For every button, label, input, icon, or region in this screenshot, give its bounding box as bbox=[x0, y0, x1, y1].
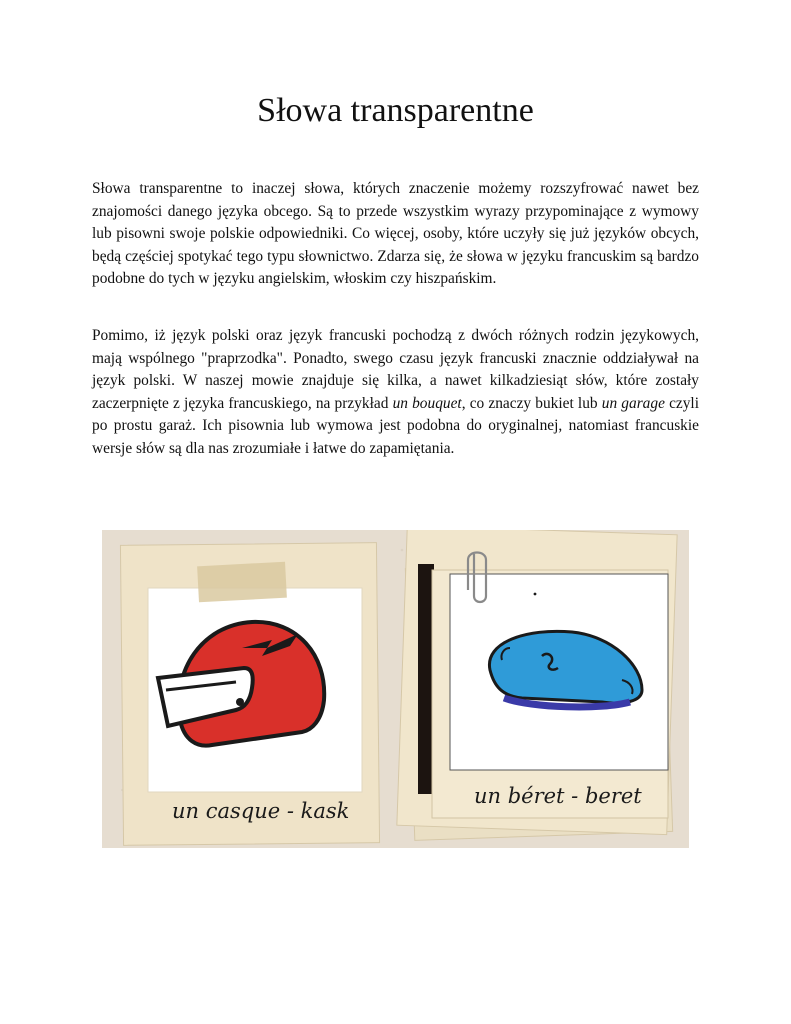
tape bbox=[197, 562, 287, 603]
example-word-bouquet: un bouquet bbox=[392, 394, 462, 412]
paragraph-1: Słowa transparentne to inaczej słowa, których znaczenie możemy rozszyfrować nawet bez znajomości danego języka obcego. Są to przede wszystkim wyrazy przypominające z wymowy lub pisowni swoje polskie odpowiedniki. Co więcej, osoby, które uczyły się już języków obcych, będą częściej spotykać tego typu słownictwo. Zdarza się, że słowa w języku francuskim są bardzo podobne do tych w języku angielskim, włoskim czy hiszpańskim. bbox=[92, 180, 699, 287]
example-word-garage: un garage bbox=[601, 394, 665, 412]
right-photo bbox=[397, 530, 677, 840]
paragraph-2 bbox=[92, 325, 699, 460]
paragraph-2-text-b: , co znaczy bukiet lub bbox=[461, 394, 602, 412]
paragraph-2-text-a: Pomimo, iż język polski oraz język francuski pochodzą z dwóch różnych rodzin językowych, mają wspólnego "praprzodka". Ponadto, swego czasu język francuski znacznie oddziaływał na język polski. W naszej mowie znajduje się kilka, a nawet kilkadziesiąt słów, które zostały zaczerpnięte z języka francuskiego, na przykład bbox=[92, 327, 699, 412]
left-photo bbox=[120, 543, 379, 846]
paragraph-2-text-c: czyli po prostu garaż. Ich pisownia lub wymowa jest podobna do oryginalnej, natomiast francuskie wersje słów są dla nas zrozumiałe i łatwe do zapamiętania. bbox=[92, 394, 699, 457]
left-caption: un casque - kask bbox=[172, 799, 350, 823]
illustration-svg bbox=[102, 530, 689, 848]
right-caption: un béret - beret bbox=[474, 784, 642, 808]
illustration bbox=[102, 530, 689, 848]
page-title: Słowa transparentne bbox=[257, 92, 534, 129]
